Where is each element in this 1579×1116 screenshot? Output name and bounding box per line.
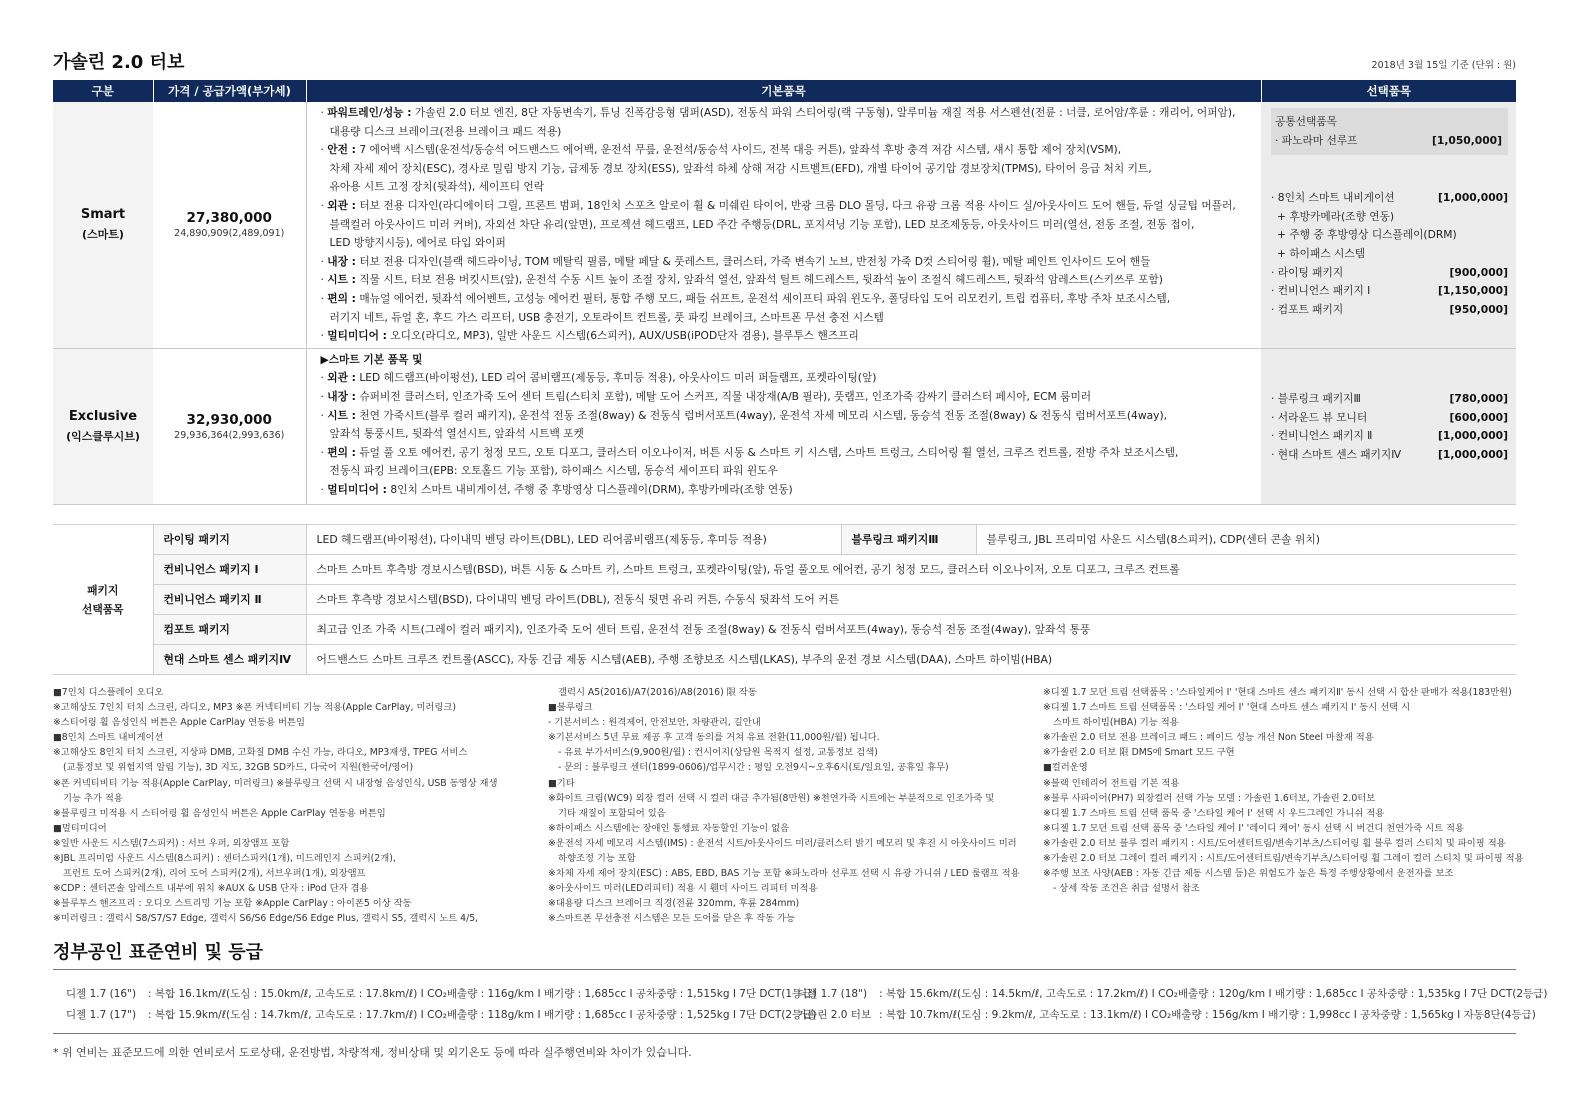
notes-column-1 [53, 685, 497, 927]
note-line: ※미러링크 : 갤럭시 S8/S7/S7 Edge, 갤럭시 S6/S6 Edge/S6 Edge Plus, 갤럭시 S5, 갤럭시 노트 4/5, [53, 913, 479, 925]
note-line: ※고해상도 7인치 터치 스크린, 라디오, MP3 ※폰 커넥티비티 기능 적용(Apple CarPlay, 미러링크) [53, 702, 456, 714]
col-header-basic: 기본품목 [306, 80, 1261, 102]
table-row-smart [53, 102, 1516, 348]
fuel-spec: : 복합 16.1km/ℓ(도심 : 15.0km/ℓ, 고속도로 : 17.8km/ℓ) I CO₂배출량 : 116g/km I 배기량 : 1,685cc I 공차중량 : 1,515kg I 7단 DCT(1등급) [148, 988, 817, 1000]
notes-column-2 [548, 685, 1020, 927]
trim-price: 32,930,000 [186, 411, 272, 428]
basic-item: · 내장 : 터보 전용 디자인(블랙 헤드라이닝, TOM 메탈릭 필름, 메탈 페달 & 풋레스트, 클러스터, 가죽 변속기 노브, 반전칭 가죽 D컷 스티어링 휠), 메탈 페인트 인사이드 도어 핸들 [320, 254, 1151, 268]
trim-name-en: Exclusive [68, 408, 138, 424]
note-line: ■멀티미디어 [53, 822, 107, 834]
note-line: ※폰 커넥티비티 기능 적용(Apple CarPlay, 미러링크) ※블루링크 선택 시 내장형 음성인식, USB 동영상 재생 [53, 777, 498, 789]
note-line: ※JBL 프리미엄 사운드 시스템(8스피커) : 센터스피커(1개), 미드레인지 스피커(2개), [53, 853, 396, 865]
trim-supply-price: 29,936,364(2,993,636) [174, 429, 285, 441]
package-name: 컴포트 패키지 [153, 615, 306, 645]
note-line: 스마트 하이빔(HBA) 기능 적용 [1053, 717, 1179, 729]
note-line: ■컬러운영 [1043, 762, 1088, 774]
note-line: - 기본서비스 : 원격제어, 안전보안, 차량관리, 길안내 [548, 717, 761, 729]
note-line: ※스마트폰 무선충전 시스템은 모든 도어를 닫은 후 작동 가능 [548, 913, 795, 925]
trim-name-cell [53, 102, 153, 348]
table-row [53, 525, 1516, 555]
basic-item: · 파워트레인/성능 : 가솔린 2.0 터보 엔진, 8단 자동변속기, 튜닝 진폭감응형 댐퍼(ASD), 전동식 파워 스티어링(랙 구동형), 알루미늄 재질 적용 서스펜션(전륜 : 너클, 로어암/후륜 : 캐리어, 어퍼암), [320, 106, 1236, 119]
note-line: ■기타 [548, 777, 575, 789]
option-item: · 서라운드 뷰 모니터 [600,000] [1271, 410, 1508, 424]
basic-item: 유아용 시트 고정 장치(뒷좌석), 세이프티 언락 [329, 180, 545, 194]
divider [53, 969, 1516, 970]
fuel-model: 디젤 1.7 (16") [66, 988, 137, 1000]
note-line: - 유료 부가서비스(9,900원/월) : 컨시어지(상담원 목적지 설정, 교통정보 검색) [558, 747, 878, 759]
note-line: ※대용량 디스크 브레이크 직경(전륜 320mm, 후륜 284mm) [548, 898, 800, 910]
basic-item: · 시트 : 직물 시트, 터보 전용 버킷시트(앞), 운전석 수동 시트 높이 조절 장치, 앞좌석 열선, 앞좌석 틸트 헤드레스트, 뒷좌석 높이 조절식 헤드레스트, 뒷좌석 암레스트(스키쓰루 포함) [320, 273, 1163, 287]
common-options-title: 공통선택품목 [1275, 115, 1337, 128]
fuel-row [797, 986, 1547, 1001]
col-header-options: 선택품목 [1261, 80, 1516, 102]
option-item: + 하이패스 시스템 [1277, 246, 1366, 260]
note-line: 갤럭시 A5(2016)/A7(2016)/A8(2016) 限 작동 [558, 687, 757, 698]
trim-supply-price: 24,890,909(2,489,091) [174, 228, 285, 240]
basic-items-cell [306, 348, 1261, 504]
basic-item: 앞좌석 통풍시트, 뒷좌석 열선시트, 앞좌석 시트백 포켓 [329, 427, 584, 441]
option-item: · 8인치 스마트 내비게이션 [1,000,000] [1271, 191, 1508, 205]
note-line: 하향조정 기능 포함 [558, 853, 636, 865]
fuel-model: 디젤 1.7 (18") [797, 988, 868, 1000]
note-line: ※디젤 1.7 모던 트림 선택품목 : '스타일케어 I' '현대 스마트 센스 패키지Ⅱ' 동시 선택 시 합산 판매가 적용(183만원) [1043, 687, 1512, 698]
table-row [53, 585, 1516, 615]
basic-item: 대용량 디스크 브레이크(전용 브레이크 패드 적용) [329, 124, 562, 138]
basic-item: 블랙컬러 아웃사이드 미러 커버), 자외선 차단 유리(앞면), 프로젝션 헤드램프, LED 주간 주행등(DRL, 포지셔닝 기능 포함), LED 보조제동등, 아웃사이드 미러(열선, 전동 조절, 전동 접이, [329, 217, 1195, 231]
option-item: · 컨비니언스 패키지 Ⅱ [1,000,000] [1271, 429, 1508, 443]
note-line: ※가솔린 2.0 터보 그레이 컬러 패키지 : 시트/도어센터트림/변속기부츠/스티어링 휠 그레이 컬러 스티치 및 파이핑 적용 [1043, 853, 1524, 865]
page-header [53, 48, 1516, 72]
note-line: 프런트 도어 스피커(2개), 리어 도어 스피커(2개), 서브우퍼(1개), 외장앰프 [63, 868, 366, 880]
fuel-model: 가솔린 2.0 터보 [797, 1009, 872, 1021]
trim-price-cell [153, 348, 306, 504]
note-line: ※아웃사이드 미러(LED리피터) 적용 시 휀더 사이드 리피터 미적용 [548, 883, 818, 895]
option-item: + 후방카메라(조향 연동) [1277, 209, 1395, 223]
trim-name-en: Smart [80, 207, 126, 223]
fuel-model: 디젤 1.7 (17") [66, 1009, 137, 1021]
package-name: 블루링크 패키지Ⅲ [841, 525, 976, 555]
trim-table [53, 80, 1516, 505]
package-name: 컨비니언스 패키지 Ⅰ [153, 555, 306, 585]
trim-name-cell [53, 348, 153, 504]
table-row-exclusive [53, 348, 1516, 504]
note-line: - 상세 작동 조건은 취급 설명서 참조 [1053, 883, 1200, 895]
note-line: ※블랙 인테리어 전트림 기본 적용 [1043, 777, 1180, 789]
package-group-label [53, 525, 153, 675]
package-desc: LED 헤드램프(바이펑션), 다이내믹 벤딩 라이트(DBL), LED 리어콤비램프(제동등, 후미등 적용) [306, 525, 841, 555]
note-line: ※CDP : 센터콘솔 암레스트 내부에 위치 ※AUX & USB 단자 : iPod 단자 겸용 [53, 883, 369, 895]
note-line: 기타 재질이 포함되어 있음 [558, 807, 666, 819]
note-line: ■8인치 스마트 내비게이션 [53, 732, 164, 744]
package-desc: 최고급 인조 가죽 시트(그레이 컬러 패키지), 인조가죽 도어 센터 트림, 운전석 전동 조절(8way) & 전동식 럼버서포트(4way), 동승석 전동 조절(4way), 앞좌석 통풍 [306, 615, 1516, 645]
package-desc: 블루링크, JBL 프리미엄 사운드 시스템(8스피커), CDP(센터 콘솔 위치) [976, 525, 1516, 555]
fuel-spec: : 복합 15.9km/ℓ(도심 : 14.7km/ℓ, 고속도로 : 17.7km/ℓ) I CO₂배출량 : 118g/km I 배기량 : 1,685cc I 공차중량 : 1,525kg I 7단 DCT(2등급) [148, 1009, 817, 1021]
package-group-label-line: 선택품목 [81, 602, 124, 616]
note-line: ※하이패스 시스템에는 장애인 통행료 자동할인 기능이 없음 [548, 822, 790, 834]
option-item: · 컨비니언스 패키지 Ⅰ [1,150,000] [1271, 284, 1508, 298]
note-line: ※가솔린 2.0 터보 전용 브레이크 패드 : 페이드 성능 개선 Non Steel 마찰재 적용 [1043, 732, 1374, 744]
note-line: ※가솔린 2.0 터보 限 DMS에 Smart 모드 구현 [1043, 747, 1235, 759]
basic-item: · 외관 : LED 헤드램프(바이펑션), LED 리어 콤비램프(제동등, 후미등 적용), 아웃사이드 미러 퍼들램프, 포켓라이팅(앞) [320, 371, 877, 385]
basic-heading: ▶스마트 기본 품목 및 [320, 352, 423, 366]
package-name: 컨비니언스 패키지 Ⅱ [153, 585, 306, 615]
package-desc: 스마트 스마트 후측방 경보시스템(BSD), 버튼 시동 & 스마트 키, 스마트 트렁크, 포켓라이팅(앞), 듀얼 풀오토 에어컨, 공기 청정 모드, 클러스터 이오나이저, 오토 디포그, 크루즈 컨트롤 [306, 555, 1516, 585]
package-desc: 어드밴스드 스마트 크루즈 컨트롤(ASCC), 자동 긴급 제동 시스템(AEB), 주행 조향보조 시스템(LKAS), 부주의 운전 경보 시스템(DAA), 스마트 하이빔(HBA) [306, 645, 1516, 675]
basic-item: 러기지 네트, 듀얼 혼, 후드 가스 리프터, USB 충전기, 오토라이트 컨트롤, 풋 파킹 브레이크, 스마트폰 무선 충전 시스템 [329, 310, 884, 324]
trim-name-kr: (익스클루시브) [66, 429, 140, 443]
option-item: · 블루링크 패키지Ⅲ [780,000] [1271, 392, 1508, 406]
note-line: ※주행 보조 사양(AEB : 자동 긴급 제동 시스템 등)은 위험도가 높은 특정 주행상황에서 운전자를 보조 [1043, 868, 1454, 880]
note-line: ※블루링크 미적용 시 스티어링 휠 음성인식 버튼은 Apple CarPlay 연동용 버튼임 [53, 807, 386, 819]
package-desc: 스마트 후측방 경보시스템(BSD), 다이내믹 벤딩 라이트(DBL), 전동식 뒷면 유리 커튼, 수동식 뒷좌석 도어 커튼 [306, 585, 1516, 615]
note-line: ※차체 자세 제어 장치(ESC) : ABS, EBD, BAS 기능 포함 ※파노라마 선루프 선택 시 유광 가니쉬 / LED 룸램프 적용 [548, 868, 1020, 880]
option-item: · 라이팅 패키지 [900,000] [1271, 265, 1508, 279]
note-line: ※블루투스 핸즈프리 : 오디오 스트리밍 기능 포함 ※Apple CarPlay : 아이폰5 이상 작동 [53, 898, 412, 910]
page-title: 가솔린 2.0 터보 [53, 52, 185, 73]
note-line: ※블루 사파이어(PH7) 외장컬러 선택 가능 모델 : 가솔린 1.6터보, 가솔린 2.0터보 [1043, 792, 1376, 804]
basic-item: · 멀티미디어 : 8인치 스마트 내비게이션, 주행 중 후방영상 디스플레이(DRM), 후방카메라(조향 연동) [320, 482, 793, 496]
note-line: ※고해상도 8인치 터치 스크린, 지상파 DMB, 고화질 DMB 수신 가능, 라디오, MP3재생, TPEG 서비스 [53, 747, 468, 759]
table-row [53, 615, 1516, 645]
option-item: + 주행 중 후방영상 디스플레이(DRM) [1277, 228, 1457, 242]
note-line: ※스티어링 휠 음성인식 버튼은 Apple CarPlay 연동용 버튼임 [53, 717, 305, 729]
option-items-cell [1261, 102, 1516, 348]
basic-item: 차체 자세 제어 장치(ESC), 경사로 밀림 방지 기능, 급제동 경보 장치(ESS), 앞좌석 하체 상해 저감 시트벨트(EFD), 개별 타이어 공기압 경보장치(TPMS), 타이어 응급 처치 키트, [329, 161, 1152, 175]
table-row [53, 555, 1516, 585]
note-line: ※운전석 자세 메모리 시스템(IMS) : 운전석 시트/아웃사이드 미러/클러스터 밝기 메모리 및 후진 시 아웃사이드 미러 [548, 837, 1017, 849]
table-row [53, 645, 1516, 675]
basic-item: · 멀티미디어 : 오디오(라디오, MP3), 일반 사운드 시스템(6스피커), AUX/USB(iPOD단자 겸용), 블루투스 핸즈프리 [320, 329, 859, 343]
note-line: ※기본서비스 5년 무료 제공 후 고객 동의를 거쳐 유료 전환(11,000원/월) 됩니다. [548, 732, 880, 744]
basic-item: · 편의 : 듀얼 풀 오토 에어컨, 공기 청정 모드, 오토 디포그, 클러스터 이오나이저, 버튼 시동 & 스마트 키 시스템, 스마트 트렁크, 스티어링 휠 열선, 크루즈 컨트롤, 전방 주차 보조시스템, [320, 445, 1179, 459]
note-line: (교통정보 및 위험지역 알림 기능), 3D 지도, 32GB SD카드, 다국어 지원(한국어/영어) [63, 762, 414, 774]
date-unit-note: 2018년 3월 15일 기준 (단위 : 원) [1371, 60, 1516, 71]
fuel-spec: : 복합 15.6km/ℓ(도심 : 14.5km/ℓ, 고속도로 : 17.2km/ℓ) I CO₂배출량 : 120g/km I 배기량 : 1,685cc I 공차중량 : 1,535kg I 7단 DCT(2등급) [879, 988, 1548, 1000]
common-options-box [1271, 108, 1508, 155]
fuel-spec: : 복합 10.7km/ℓ(도심 : 9.2km/ℓ, 고속도로 : 13.1km/ℓ) I CO₂배출량 : 156g/km I 배기량 : 1,998cc I 공차중량 : 1,565kg I 자동8단(4등급) [879, 1009, 1536, 1021]
basic-items-cell [306, 102, 1261, 348]
trim-price: 27,380,000 [186, 210, 272, 227]
fuel-row [66, 986, 816, 1001]
basic-item: · 외관 : 터보 전용 디자인(라디에이터 그릴, 프론트 범퍼, 18인치 스포츠 알로이 휠 & 미쉐린 타이어, 반광 크롬 DLO 몰딩, 다크 유광 크롬 적용 사이드 실/아웃사이드 도어 핸들, 듀얼 싱글팁 머플러, [320, 198, 1236, 212]
basic-item: · 내장 : 슈퍼비전 클러스터, 인조가죽 도어 센터 트림(스티치 포함), 메탈 도어 스커프, 직물 내장재(A/B 필라), 풋램프, 인조가죽 감싸기 클러스터 페시아, ECM 룸미러 [320, 389, 1092, 403]
package-name: 현대 스마트 센스 패키지Ⅳ [153, 645, 306, 675]
note-line: 기능 추가 적용 [63, 792, 123, 804]
note-line: ※화이트 크림(WC9) 외장 컬러 선택 시 컬러 대금 추가됨(8만원) ※천연가죽 시트에는 부분적으로 인조가죽 및 [548, 792, 995, 804]
basic-item: · 편의 : 매뉴얼 에어컨, 뒷좌석 에어벤트, 고성능 에어컨 필터, 통합 주행 모드, 패들 쉬프트, 운전석 세이프티 파워 윈도우, 폴딩타입 도어 리모컨키, 트립 컴퓨터, 후방 주차 보조시스템, [320, 291, 1171, 305]
package-name: 라이팅 패키지 [153, 525, 306, 555]
note-line: ※디젤 1.7 스마트 트림 선택품목 : '스타일 케어 I' '현대 스마트 센스 패키지 I' 동시 선택 시 [1043, 702, 1411, 714]
table-header-row [53, 80, 1516, 102]
note-line: ※가솔린 2.0 터보 블루 컬러 패키지 : 시트/도어센터트림/변속기부츠/스티어링 휠 블루 컬러 스티치 및 파이핑 적용 [1043, 837, 1506, 849]
basic-item: · 안전 : 7 에어백 시스템(운전석/동승석 어드밴스드 에어백, 운전석 무릎, 운전석/동승석 사이드, 전복 대응 커튼), 앞좌석 후방 충격 저감 시스템, 섀시 통합 제어 장치(VSM), [320, 143, 1122, 157]
note-line: ※디젤 1.7 스마트 트림 선택 품목 중 '스타일 케어 I' 선택 시 우드그레인 가니쉬 적용 [1043, 807, 1385, 819]
option-item: · 파노라마 선루프 [1,050,000] [1275, 133, 1502, 147]
basic-item: LED 방향지시등), 에어로 타입 와이퍼 [329, 236, 506, 250]
fuel-section-title: 정부공인 표준연비 및 등급 [53, 942, 264, 963]
note-line: - 문의 : 블루링크 센터(1899-0606)/업무시간 : 평일 오전9시~오후6시(토/일요일, 공휴일 휴무) [558, 762, 949, 774]
notes-column-3 [1043, 685, 1524, 896]
basic-item: · 시트 : 천연 가죽시트(블루 컬러 패키지), 운전석 전동 조절(8way) & 전동식 럼버서포트(4way), 운전석 자세 메모리 시스템, 동승석 전동 조절(8way) & 전동식 럼버서포트(4way), [320, 408, 1168, 422]
option-item: · 컴포트 패키지 [950,000] [1271, 302, 1508, 316]
note-line: ※일반 사운드 시스템(7스피커) : 서브 우퍼, 외장앰프 포함 [53, 837, 290, 849]
note-line: ■블루링크 [548, 702, 593, 714]
option-item: · 현대 스마트 센스 패키지Ⅳ [1,000,000] [1271, 447, 1508, 461]
option-items-cell [1261, 348, 1516, 504]
basic-item: 전동식 파킹 브레이크(EPB: 오토홀드 기능 포함), 하이패스 시스템, 동승석 세이프티 파워 윈도우 [329, 464, 778, 478]
fuel-row [797, 1007, 1536, 1022]
package-group-label-line: 패키지 [87, 583, 119, 597]
fuel-row [66, 1007, 816, 1022]
col-header-trim: 구분 [53, 80, 153, 102]
trim-price-cell [153, 102, 306, 348]
col-header-price: 가격 / 공급가액(부가세) [153, 80, 306, 102]
note-line: ■7인치 디스플레이 오디오 [53, 687, 164, 698]
fuel-footnote: * 위 연비는 표준모드에 의한 연비로서 도로상태, 운전방법, 차량적재, 정비상태 및 외기온도 등에 따라 실주행연비와 차이가 있습니다. [53, 1046, 692, 1059]
divider [53, 1033, 1516, 1034]
package-table [53, 524, 1516, 675]
trim-name-kr: (스마트) [82, 228, 124, 242]
note-line: ※디젤 1.7 모던 트림 선택 품목 중 '스타일 케어 I' '레이디 케어' 동시 선택 시 버건디 천연가죽 시트 적용 [1043, 822, 1465, 834]
